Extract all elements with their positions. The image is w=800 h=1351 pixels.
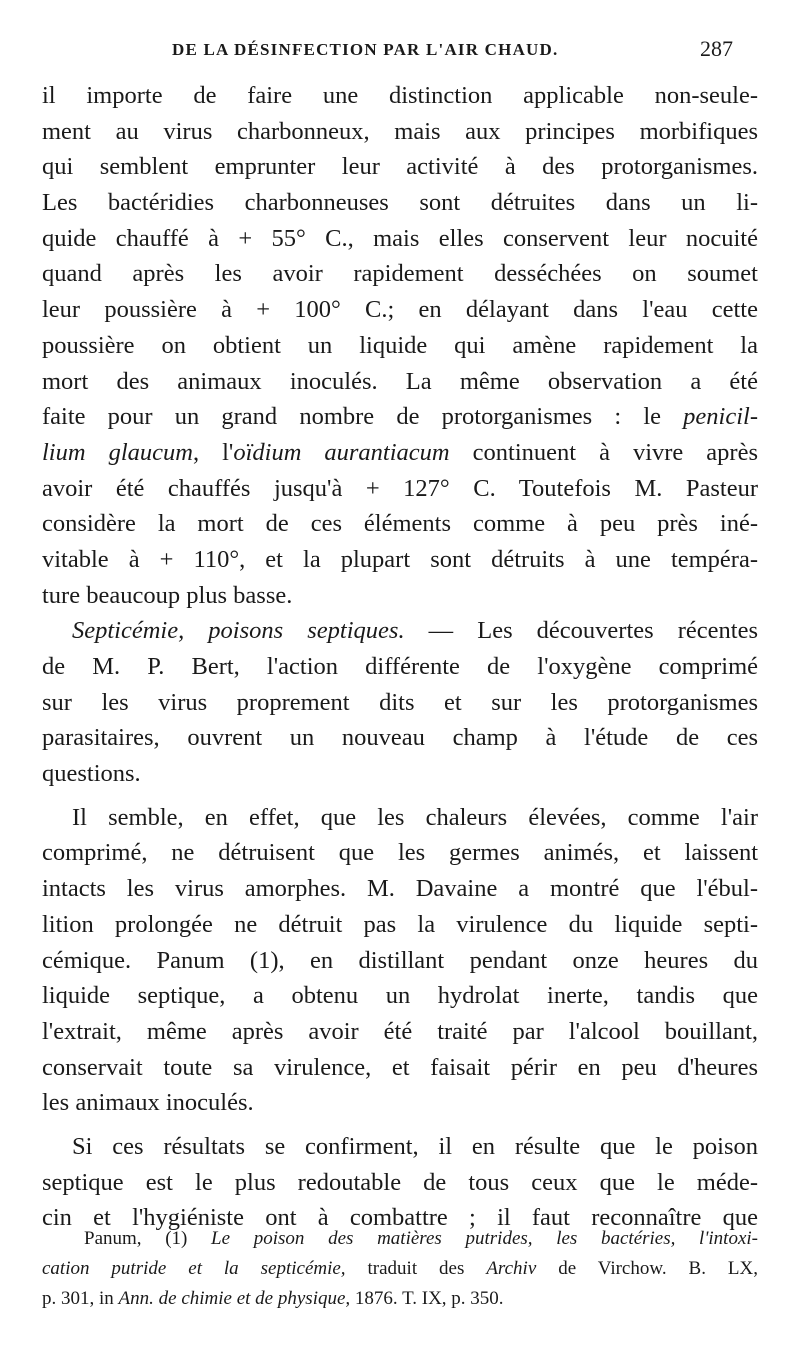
- text-run: continuent à vivre après: [449, 438, 759, 466]
- text-line: poussière on obtient un liquide qui amène rapidement la: [42, 331, 758, 359]
- text-line: [42, 435, 758, 471]
- text-line: ture beaucoup plus basse.: [42, 581, 293, 609]
- text-line: ment au virus charbonneux, mais aux principes morbifiques: [42, 117, 758, 145]
- text-line: Il semble, en effet, que les chaleurs élevées, comme l'air: [72, 803, 758, 831]
- text-line: vitable à + 110°, et la plupart sont détruits à une tempéra-: [42, 545, 758, 573]
- paragraph-gap: [42, 792, 758, 800]
- main-text: [42, 78, 758, 1236]
- text-line: considère la mort de ces éléments comme à peu près iné-: [42, 510, 758, 538]
- text-line: leur poussière à + 100° C.; en délayant dans l'eau cette: [42, 296, 758, 324]
- text-line: [42, 399, 758, 435]
- text-line: cin et l'hygiéniste ont à combattre ; il faut reconnaître que: [42, 1204, 758, 1232]
- text-line: lition prolongée ne détruit pas la virulence du liquide septi-: [42, 910, 758, 938]
- running-head: DE LA DÉSINFECTION PAR L'AIR CHAUD.: [172, 40, 559, 59]
- text-run: faite pour un grand nombre de protorganismes : le: [42, 403, 684, 431]
- footnote-title: cation putride et la septicémie,: [42, 1258, 346, 1279]
- text-line: septique est le plus redoutable de tous ceux que le méde-: [42, 1168, 758, 1196]
- text-line: l'extrait, même après avoir été traité par l'alcool bouillant,: [42, 1017, 758, 1045]
- text-line: conservait toute sa virulence, et faisait périr en peu d'heures: [42, 1053, 758, 1081]
- italic-term: lium glaucum: [42, 438, 193, 466]
- text-line: liquide septique, a obtenu un hydrolat inerte, tandis que: [42, 982, 758, 1010]
- text-line: comprimé, ne détruisent que les germes animés, et laissent: [42, 839, 758, 867]
- page-number: 287: [700, 36, 733, 61]
- italic-term: Archiv: [486, 1258, 537, 1279]
- journal-title: Ann. de chimie et de physique,: [118, 1288, 351, 1309]
- text-line: quand après les avoir rapidement desséchées on soumet: [42, 260, 758, 288]
- italic-term: penicil-: [683, 403, 758, 431]
- text-line: il importe de faire une distinction applicable non-seule-: [42, 82, 758, 109]
- text-line: avoir été chauffés jusqu'à + 127° C. Toutefois M. Pasteur: [42, 474, 758, 502]
- section-heading: Septicémie, poisons septiques.: [72, 617, 405, 645]
- text-line: mort des animaux inoculés. La même observation a été: [42, 367, 758, 395]
- text-line: Si ces résultats se confirment, il en résulte que le poison: [72, 1132, 758, 1160]
- text-run: , l': [192, 438, 234, 466]
- text-line: de M. P. Bert, l'action différente de l'oxygène comprimé: [42, 653, 758, 680]
- footnote-line: [42, 1254, 758, 1284]
- text-line: quide chauffé à + 55° C., mais elles conservent leur nocuité: [42, 224, 758, 252]
- text-line: questions.: [42, 760, 141, 788]
- text-run: traduit des: [345, 1258, 487, 1279]
- footnote-title: Le poison des matières putrides, les bactéries, l'intoxi-: [211, 1228, 758, 1249]
- text-run: 1876. T. IX, p. 350.: [350, 1288, 504, 1309]
- text-line: intacts les virus amorphes. M. Davaine a montré que l'ébul-: [42, 875, 758, 903]
- section-heading-line: [42, 613, 758, 649]
- paragraph-gap: [42, 1121, 758, 1129]
- text-line: cémique. Panum (1), en distillant pendant onze heures du: [42, 946, 758, 974]
- footnote-line: [42, 1224, 758, 1254]
- text-line: les animaux inoculés.: [42, 1089, 254, 1117]
- footnote: [42, 1224, 758, 1314]
- text-line: parasitaires, ouvrent un nouveau champ à l'étude de ces: [42, 724, 758, 752]
- text-run: — Les découvertes récentes: [404, 617, 758, 645]
- text-line: Les bactéridies charbonneuses sont détruites dans un li-: [42, 189, 758, 217]
- text-line: sur les virus proprement dits et sur les protorganismes: [42, 688, 758, 716]
- footnote-ref: Panum, (1): [84, 1228, 212, 1249]
- footnote-line: [42, 1284, 758, 1314]
- italic-term: oïdium aurantiacum: [233, 438, 450, 466]
- text-run: p. 301, in: [42, 1288, 119, 1309]
- text-line: qui semblent emprunter leur activité à des protorganismes.: [42, 153, 758, 181]
- text-run: de Virchow. B. LX,: [536, 1258, 758, 1279]
